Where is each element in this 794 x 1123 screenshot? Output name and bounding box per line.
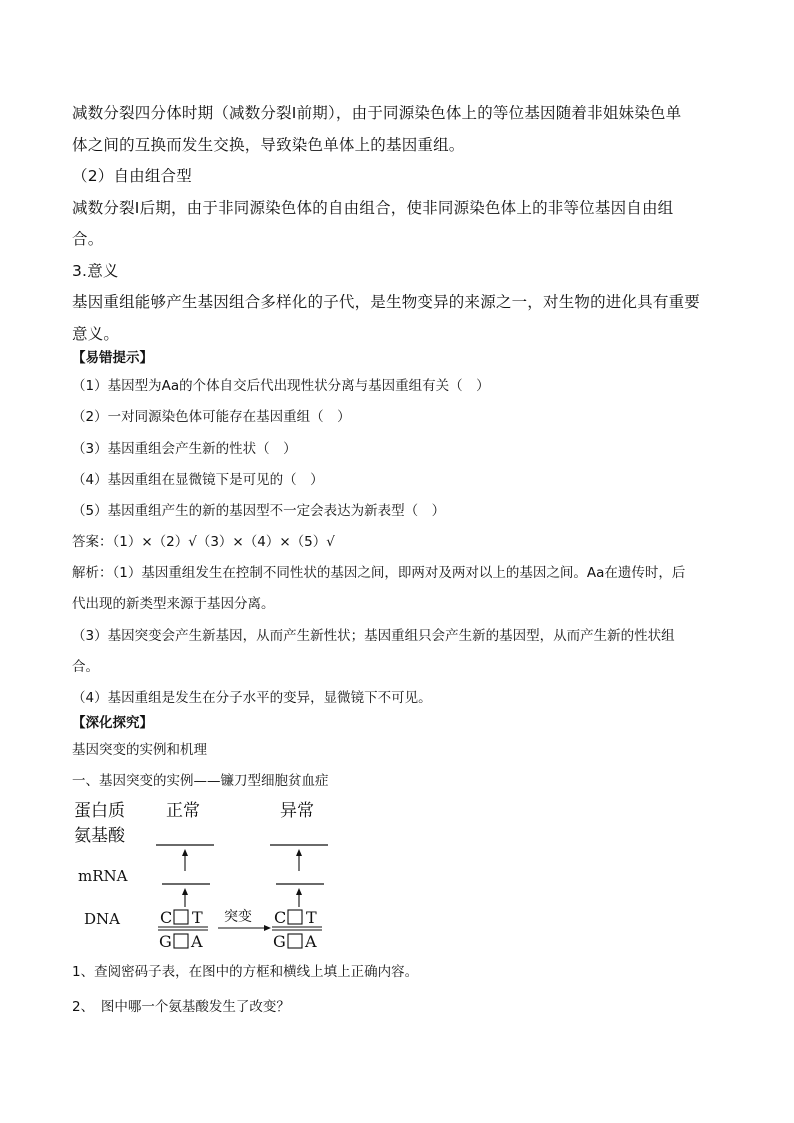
normal-dna-top-box bbox=[174, 910, 188, 924]
analysis-line-3: （3）基因突变会产生新基因，从而产生新性状；基因重组只会产生新的基因型，从而产生新的性状组 bbox=[72, 628, 675, 644]
inquiry-title: 基因突变的实例和机理 bbox=[72, 742, 207, 758]
mutation-arrowhead bbox=[264, 925, 271, 931]
abnormal-dna-bottom-box bbox=[288, 934, 302, 948]
heading-deep-inquiry: 【深化探究】 bbox=[72, 715, 153, 731]
example-title: 一、基因突变的实例——镰刀型细胞贫血症 bbox=[72, 773, 329, 789]
text-line-8: 意义。 bbox=[72, 325, 120, 343]
analysis-line-4: 合。 bbox=[72, 659, 99, 675]
heading-error-tips: 【易错提示】 bbox=[72, 350, 153, 366]
answer-line: 答案：（1）×（2）√（3）×（4）×（5）√ bbox=[72, 534, 335, 550]
text-line-3: （2）自由组合型 bbox=[72, 167, 192, 185]
question-1: 1、查阅密码子表，在图中的方框和横线上填上正确内容。 bbox=[72, 964, 419, 980]
text-line-2: 体之间的互换而发生交换，导致染色单体上的基因重组。 bbox=[72, 136, 465, 154]
normal-dna-bottom-box bbox=[174, 934, 188, 948]
normal-arrowhead-upper bbox=[182, 849, 188, 856]
abnormal-dna-top-left: C bbox=[274, 908, 287, 927]
text-line-7: 基因重组能够产生基因组合多样化的子代，是生物变异的来源之一，对生物的进化具有重要 bbox=[72, 293, 701, 311]
abnormal-arrowhead-upper bbox=[296, 849, 302, 856]
analysis-line-2: 代出现的新类型来源于基因分离。 bbox=[72, 596, 275, 612]
column-label-normal: 正常 bbox=[166, 801, 200, 821]
question-2: 2、 图中哪一个氨基酸发生了改变？ bbox=[72, 999, 290, 1015]
row-label-mrna: mRNA bbox=[78, 867, 128, 885]
analysis-line-5: （4）基因重组是发生在分子水平的变异，显微镜下不可见。 bbox=[72, 690, 432, 706]
tip-1: （1）基因型为Aa的个体自交后代出现性状分离与基因重组有关（ ） bbox=[72, 378, 490, 394]
row-label-protein: 蛋白质 bbox=[74, 801, 125, 821]
tip-4: （4）基因重组在显微镜下是可见的（ ） bbox=[72, 472, 324, 488]
mutation-diagram bbox=[72, 795, 362, 955]
text-line-1: 减数分裂四分体时期（减数分裂Ⅰ前期），由于同源染色体上的等位基因随着非姐妹染色单 bbox=[72, 104, 682, 122]
abnormal-dna-bottom-right: A bbox=[305, 932, 317, 951]
tip-2: （2）一对同源染色体可能存在基因重组（ ） bbox=[72, 409, 351, 425]
row-label-amino-acid: 氨基酸 bbox=[74, 826, 125, 846]
text-line-5: 合。 bbox=[72, 230, 104, 248]
row-label-dna: DNA bbox=[84, 910, 120, 928]
analysis-line-1: 解析：（1）基因重组发生在控制不同性状的基因之间，即两对及两对以上的基因之间。Aa在遗传时，后 bbox=[72, 565, 686, 581]
section-heading-meaning: 3.意义 bbox=[72, 262, 119, 280]
abnormal-dna-top-box bbox=[288, 910, 302, 924]
text-line-4: 减数分裂Ⅰ后期，由于非同源染色体的自由组合，使非同源染色体上的非等位基因自由组 bbox=[72, 199, 674, 217]
normal-dna-top-left: C bbox=[160, 908, 173, 927]
normal-dna-bottom-right: A bbox=[191, 932, 203, 951]
normal-dna-top-right: T bbox=[192, 908, 203, 927]
column-label-abnormal: 异常 bbox=[280, 801, 314, 821]
tip-3: （3）基因重组会产生新的性状（ ） bbox=[72, 441, 297, 457]
mutation-label: 突变 bbox=[224, 909, 252, 925]
normal-dna-bottom-left: G bbox=[159, 932, 172, 951]
abnormal-dna-bottom-left: G bbox=[273, 932, 286, 951]
abnormal-arrowhead-lower bbox=[296, 888, 302, 895]
normal-arrowhead-lower bbox=[182, 888, 188, 895]
abnormal-dna-top-right: T bbox=[306, 908, 317, 927]
tip-5: （5）基因重组产生的新的基因型不一定会表达为新表型（ ） bbox=[72, 503, 446, 519]
